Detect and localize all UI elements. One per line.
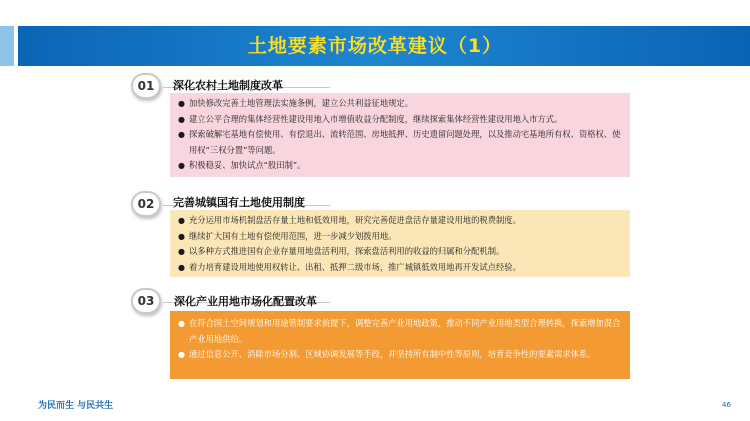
bullet-icon: ● [178,231,185,241]
page-number: 46 [722,401,731,409]
section-number-01: 01 [131,73,161,99]
list-item: ● 在符合国土空间规划和用途管制要求前提下，调整完善产业用地政策，推动不同产业用地类型合理转换，探索增加混合产业用地供给。 [178,318,621,344]
page-title: 土地要素市场改革建议（1） [247,35,503,57]
bullet-icon: ● [178,216,185,225]
bullet-icon: ● [178,130,185,139]
list-item: ● 继续扩大国有土地有偿使用范围，进一步减少划拨用地。 [178,229,624,245]
section-heading-02: 完善城镇国有土地使用制度 [173,196,305,209]
list-item: ● 着力培育建设用地使用权转让、出租、抵押二级市场，推广城镇低效用地再开发试点经验。 [178,260,624,276]
bullet-icon: ● [178,350,185,359]
bullet-icon: ● [178,99,185,108]
list-item: ● 通过信息公开、消除市场分割、区域协调发展等手段，并坚持所有制中性等原则，培育竞争性的要素需求体系。 [178,347,624,363]
bullet-icon: ● [178,161,185,170]
section-box-02 [170,210,630,277]
list-item: ● 充分运用市场机制盘活存量土地和低效用地，研究完善促进盘活存量建设用地的税费制度。 [178,213,624,229]
section-box-03 [170,311,630,379]
bullet-icon: ● [178,319,185,328]
section-heading-01: 深化农村土地制度改革 [173,79,283,92]
title-band [0,26,750,66]
list-item: ● 以多种方式推进国有企业存量用地盘活利用，探索盘活利用的收益的归属和分配机制。 [178,244,624,260]
section-heading-03: 深化产业用地市场化配置改革 [174,295,317,308]
list-item: ● 加快修改完善土地管理法实施条例，建立公共利益征地规定。 [178,96,624,112]
section-number-02: 02 [131,191,161,217]
section-number-03: 03 [131,288,161,314]
section-box-01 [170,93,630,177]
list-item: ● 探索破解宅基地有偿使用、有偿退出、流转范围、房地抵押、历史遗留问题处理，以及推动宅基地所有权、资格权、使用权“三权分置”等问题。 [178,129,621,155]
bullet-icon: ● [178,247,185,256]
bullet-icon: ● [178,114,185,124]
list-item: ● 建立公平合理的集体经营性建设用地入市增值收益分配制度，继续探索集体经营性建设用地入市方式。 [178,112,624,128]
footer-slogan: 为民而生 与民共生 [38,401,114,411]
list-item: ● 积极稳妥、加快试点“股田制”。 [178,158,624,174]
bullet-icon: ● [178,262,185,272]
